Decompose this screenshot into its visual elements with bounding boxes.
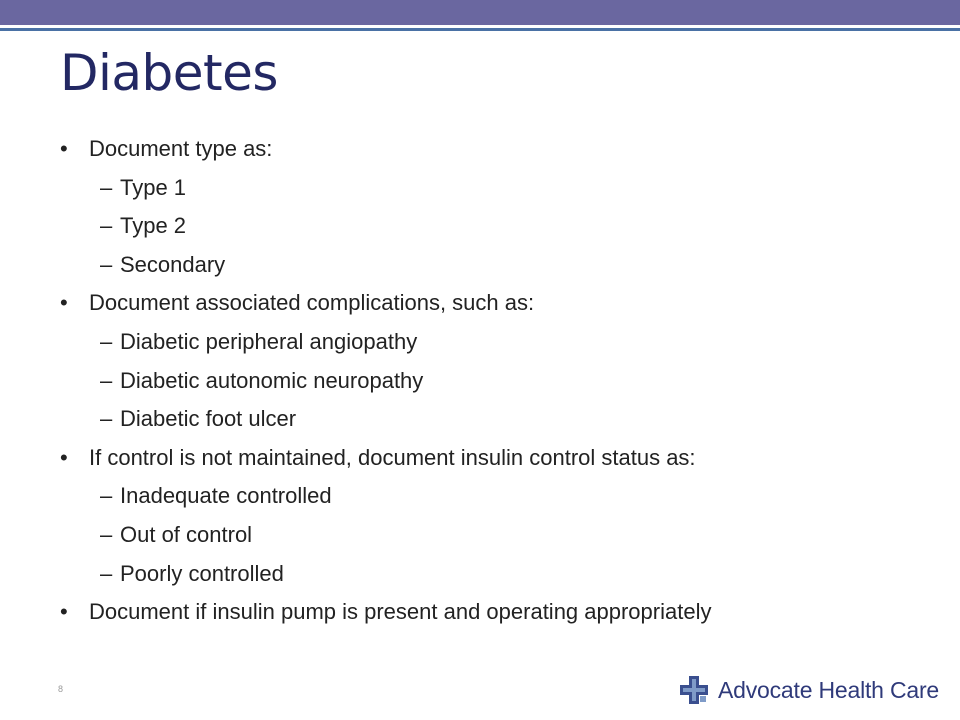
sub-bullet-text: Type 2 [120,213,187,239]
sub-bullet-item [60,398,950,437]
sub-bullet-text: Out of control [120,521,253,547]
logo-text: Advocate Health Care [718,676,940,703]
slide-title: Diabetes [60,44,278,102]
bullet-list [60,128,950,630]
sub-bullet-item [60,475,950,514]
bullet-marker: • [60,136,68,161]
dash-marker: – [100,251,113,277]
cross-plus-icon [678,674,710,706]
sub-bullet-text: Diabetic peripheral angiopathy [120,328,418,354]
sub-bullet-text: Type 1 [120,174,187,200]
bullet-marker: • [60,599,68,625]
dash-marker: – [100,328,113,354]
sub-bullet-item [60,167,950,206]
sub-bullet-item [60,514,950,553]
page-number: 8 [58,684,64,694]
sub-bullet-text: Diabetic autonomic neuropathy [120,367,424,393]
dash-marker: – [100,174,113,200]
advocate-logo [678,672,939,708]
sub-bullet-text: Diabetic foot ulcer [120,406,297,432]
top-accent-bar [0,0,960,25]
dash-marker: – [100,367,113,393]
sub-bullet-text: Secondary [120,251,226,277]
sub-bullet-text: Poorly controlled [120,560,284,586]
bullet-text: Document if insulin pump is present and operating appropriately [89,599,712,625]
dash-marker: – [100,406,113,432]
bullet-marker: • [60,444,68,470]
bullet-marker: • [60,290,68,316]
dash-marker: – [100,560,113,586]
sub-bullet-item [60,553,950,592]
dash-marker: – [100,213,113,239]
bullet-text: If control is not maintained, document insulin control status as: [89,444,696,470]
sub-bullet-text: Inadequate controlled [120,483,332,509]
top-accent-line [0,28,960,31]
bullet-item [60,591,950,630]
sub-bullet-item [60,321,950,360]
dash-marker: – [100,483,113,509]
bullet-text: Document type as: [89,136,273,161]
bullet-text: Document associated complications, such as: [89,290,535,316]
bullet-item [60,282,950,321]
dash-marker: – [100,521,113,547]
bullet-item [60,437,950,476]
bullet-item [60,128,950,167]
sub-bullet-item [60,360,950,399]
sub-bullet-item [60,244,950,283]
sub-bullet-item [60,205,950,244]
